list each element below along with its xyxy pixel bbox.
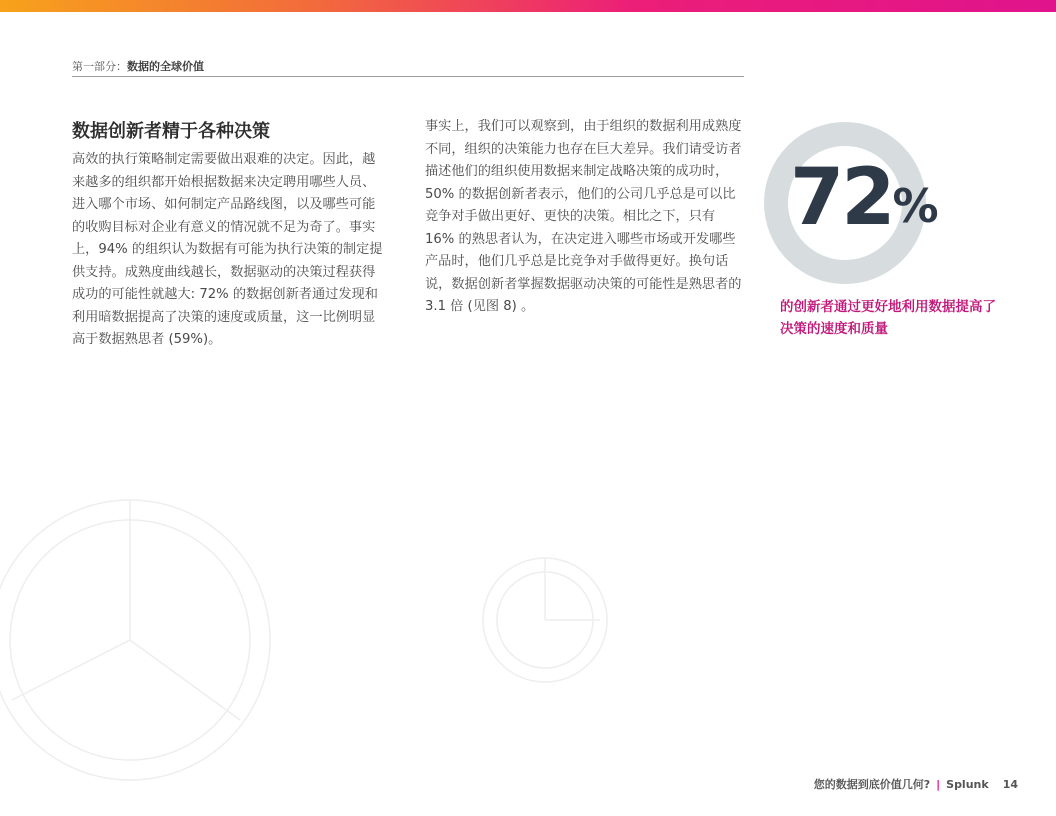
- stat-number: 72: [790, 153, 893, 243]
- footer-doc-title: 您的数据到底价值几何?: [813, 778, 931, 791]
- stat-caption: 的创新者通过更好地利用数据提高了决策的速度和质量: [780, 299, 996, 337]
- body-column-1: 高效的执行策略制定需要做出艰难的决定。因此，越来越多的组织都开始根据数据来决定聘用哪些人员、进入哪个市场、如何制定产品路线图，以及哪些可能的收购目标对企业有意义的情况就不足为奇了。事实上，94% 的组织认为数据有可能为执行决策的制定提供支持。成熟度曲线越长，数据驱动的决策过程获得成功的可能性就越大: 72% 的数据创新者通过发现和利用暗数据提高了决策的速度或质量，这一比例明显高于数据熟思者 (59%)。: [72, 152, 383, 347]
- footer-brand: Splunk: [946, 778, 989, 791]
- page-number: 14: [1002, 778, 1018, 791]
- page-heading: 数据创新者精于各种决策: [72, 121, 270, 142]
- footer-separator: |: [936, 778, 941, 791]
- top-gradient-bar: [0, 0, 1056, 12]
- footer: [814, 776, 1018, 792]
- header-rule: [72, 76, 744, 77]
- stat-percent-symbol: %: [892, 179, 939, 233]
- background-circles-decoration: [0, 490, 640, 816]
- section-title: 数据的全球价值: [127, 60, 204, 73]
- section-label: [72, 58, 204, 74]
- body-column-2: 事实上，我们可以观察到，由于组织的数据利用成熟度不同，组织的决策能力也存在巨大差异。我们请受访者描述他们的组织使用数据来制定战略决策的成功时，50% 的数据创新者表示，他们的公司几乎总是可以比竞争对手做出更好、更快的决策。相比之下，只有 16% 的熟思者认为，在决定进入哪些市场或开发哪些产品时，他们几乎总是比竞争对手做得更好。换句话说，数据创新者掌握数据驱动决策的可能性是熟思者的3.1 倍 (见图 8) 。: [425, 119, 742, 314]
- stat-percentage: [790, 150, 939, 246]
- section-prefix: 第一部分：: [72, 60, 127, 73]
